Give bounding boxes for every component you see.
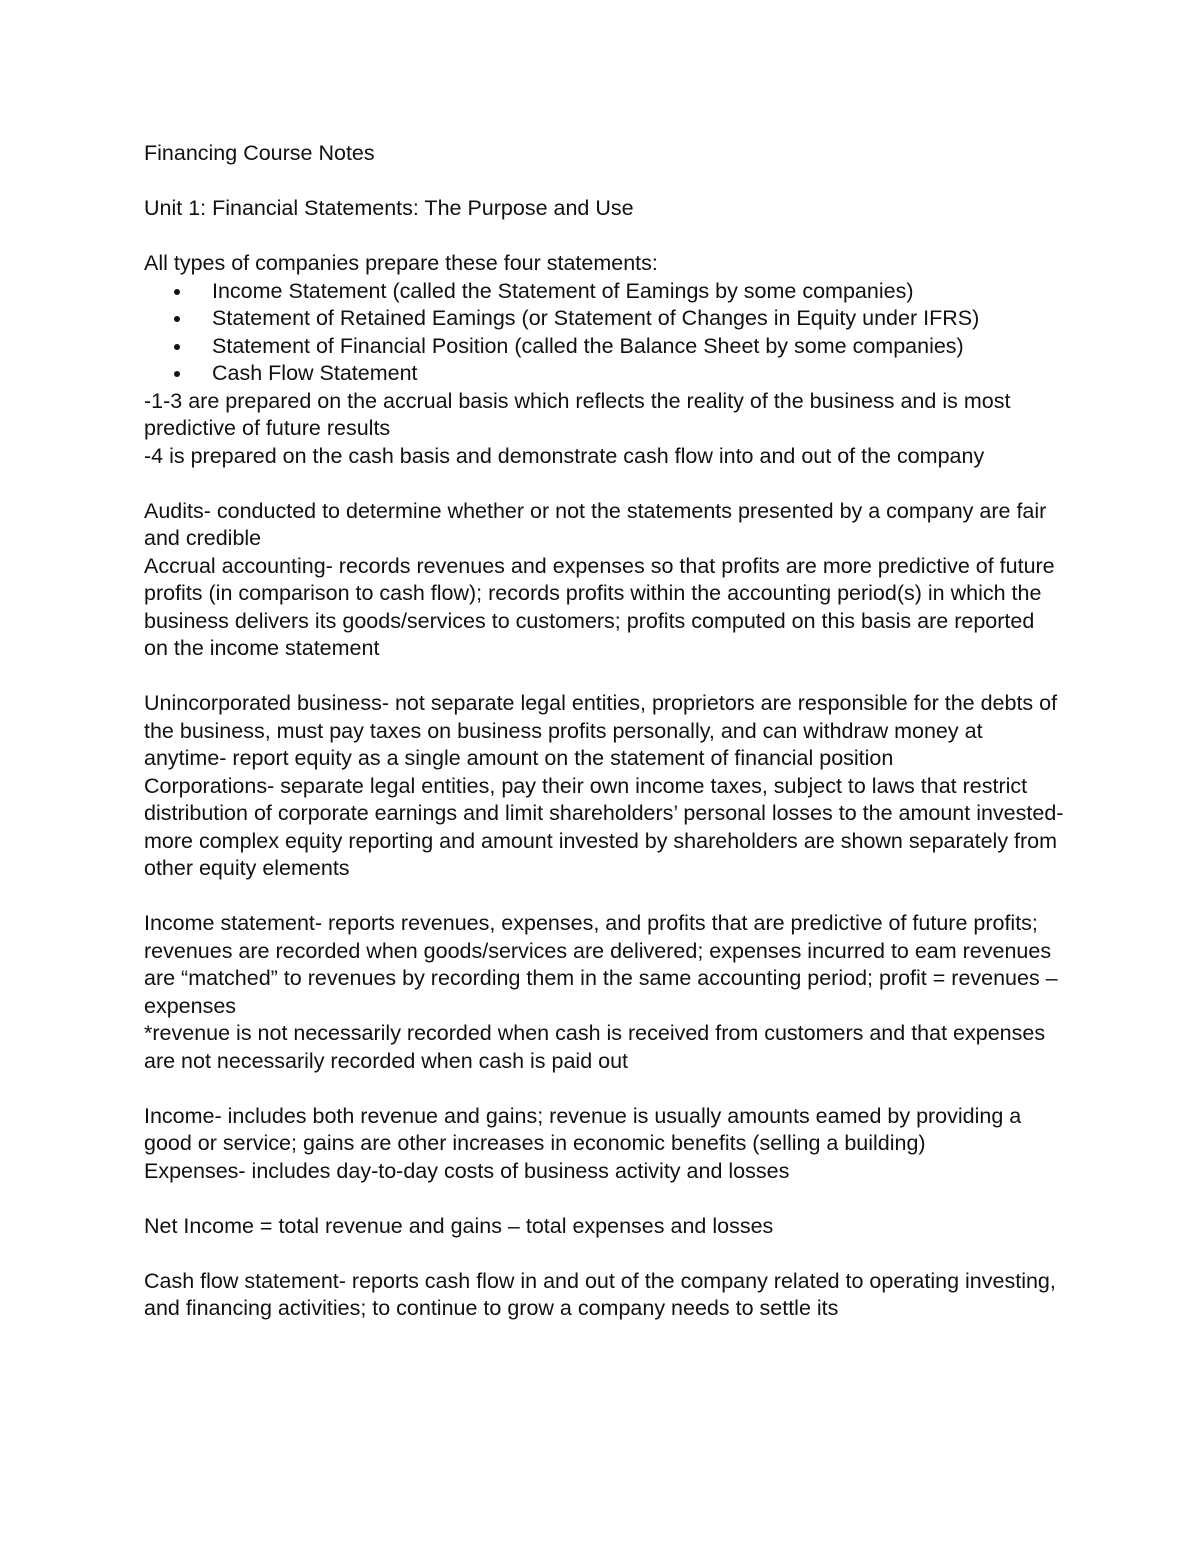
unit-heading: Unit 1: Financial Statements: The Purpose and Use [144, 196, 634, 220]
spacer [144, 1240, 1064, 1268]
spacer [144, 470, 1064, 498]
accrual-accounting-definition: Accrual accounting- records revenues and expenses so that profits are more predictive of future profits (in comparison to cash flow); records profits within the accounting period(s) in which the business delivers its goods/services to customers; profits computed on this basis are reported on the income statement [144, 553, 1055, 660]
list-item: Statement of Financial Position (called the Balance Sheet by some companies) [212, 333, 1064, 361]
list-item: Income Statement (called the Statement of Eamings by some companies) [212, 278, 1064, 306]
spacer [144, 223, 1064, 251]
spacer [144, 883, 1064, 911]
statements-intro: All types of companies prepare these four statements: [144, 251, 658, 275]
revenue-note: *revenue is not necessarily recorded when cash is received from customers and that expenses are not necessarily recorded when cash is paid out [144, 1021, 1046, 1073]
document-page [144, 140, 1064, 1323]
audits-definition: Audits- conducted to determine whether or not the statements presented by a company are fair and credible [144, 498, 1047, 550]
spacer [144, 1075, 1064, 1103]
income-statement-definition: Income statement- reports revenues, expenses, and profits that are predictive of future profits; revenues are recorded when goods/services are delivered; expenses incurred to eam revenues are “matched” to revenues by recording them in the same accounting period; profit = revenues – expenses [144, 911, 1058, 1018]
statements-list [144, 278, 1064, 388]
cash-flow-statement-definition: Cash flow statement- reports cash flow in and out of the company related to operating investing, and financing activities; to continue to grow a company needs to settle its [144, 1268, 1056, 1320]
income-definition: Income- includes both revenue and gains; revenue is usually amounts eamed by providing a good or service; gains are other increases in economic benefits (selling a building) [144, 1103, 1022, 1155]
unincorporated-business-definition: Unincorporated business- not separate legal entities, proprietors are responsible for the debts of the business, must pay taxes on business profits personally, and can withdraw money at anytime- report equity as a single amount on the statement of financial position [144, 691, 1058, 770]
list-item: Cash Flow Statement [212, 360, 1064, 388]
spacer [144, 663, 1064, 691]
note-statement-4: -4 is prepared on the cash basis and demonstrate cash flow into and out of the company [144, 443, 985, 468]
note-statements-1-3: -1-3 are prepared on the accrual basis which reflects the reality of the business and is most predictive of future results [144, 388, 1011, 440]
spacer [144, 168, 1064, 196]
expenses-definition: Expenses- includes day-to-day costs of business activity and losses [144, 1158, 790, 1183]
document-title: Financing Course Notes [144, 141, 375, 165]
corporations-definition: Corporations- separate legal entities, pay their own income taxes, subject to laws that restrict distribution of corporate earnings and limit shareholders’ personal losses to the amount invested- more complex equity reporting and amount invested by shareholders are shown separately from other equity elements [144, 773, 1064, 880]
net-income-formula: Net Income = total revenue and gains – total expenses and losses [144, 1213, 774, 1238]
spacer [144, 1185, 1064, 1213]
list-item: Statement of Retained Eamings (or Statement of Changes in Equity under IFRS) [212, 305, 1064, 333]
